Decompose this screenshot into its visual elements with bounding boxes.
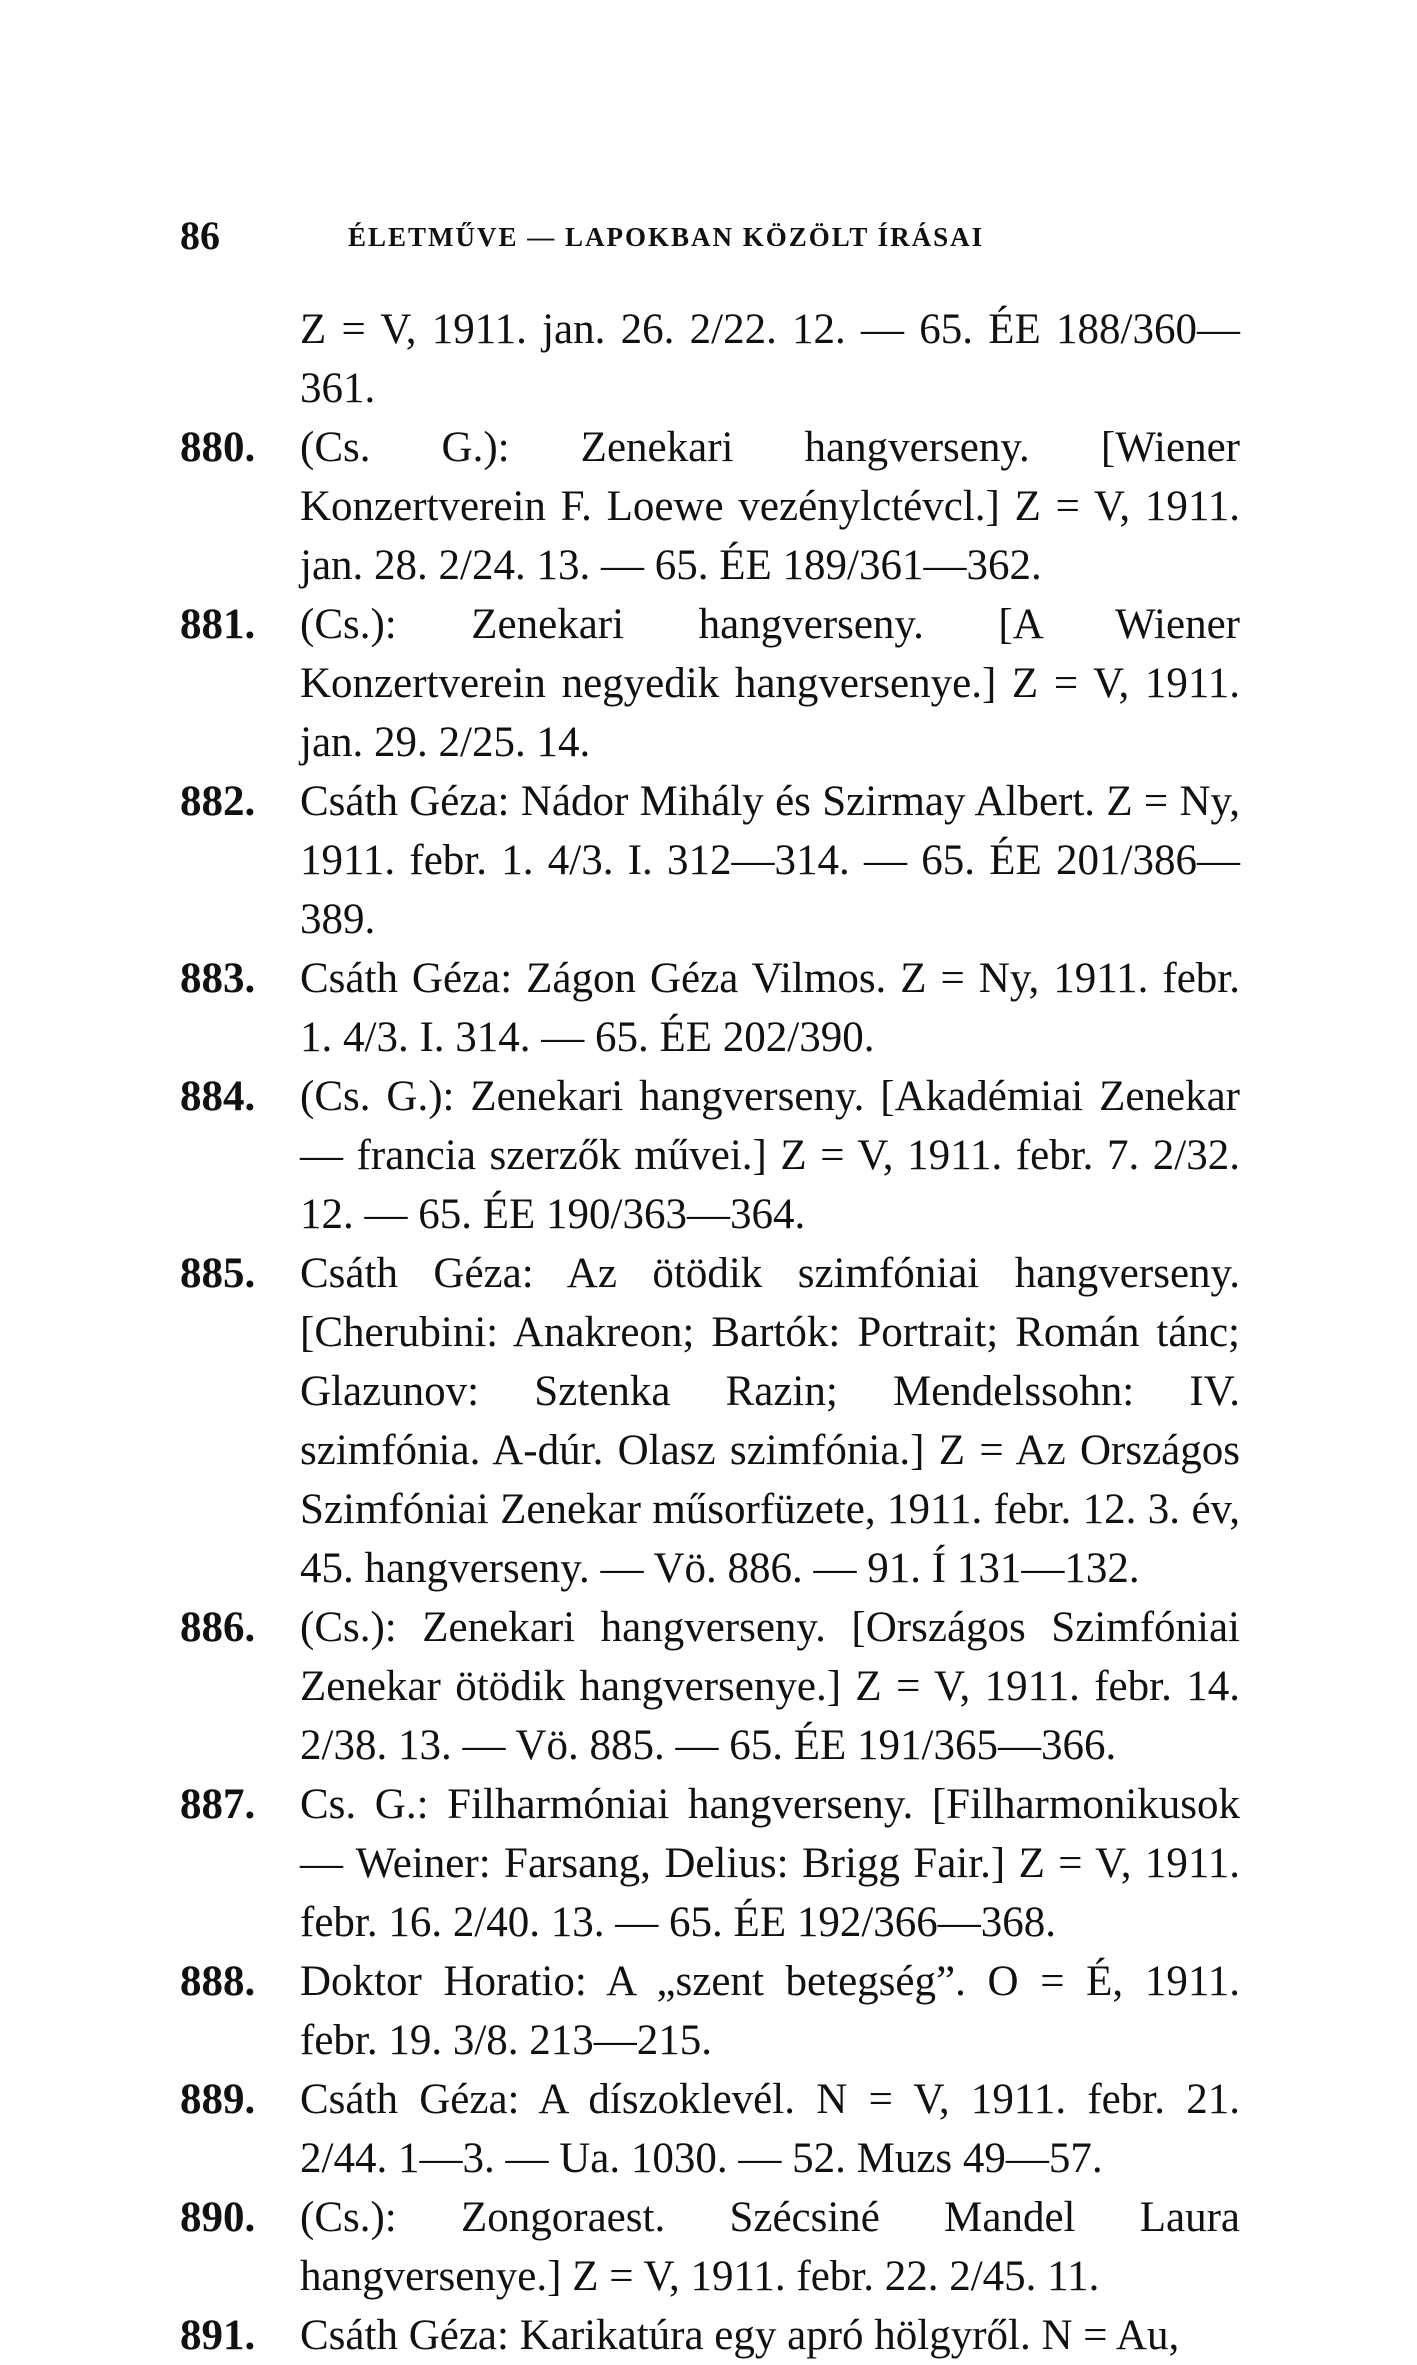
entry-890	[180, 2188, 1240, 2306]
entry-text: (Cs.): Zenekari hangverseny. [A Wiener Konzertverein negyedik hangversenye.] Z = V, 1911. jan. 29. 2/25. 14.	[300, 601, 1240, 766]
entry-881	[180, 595, 1240, 772]
entry-number: 890.	[180, 2194, 256, 2241]
continuation-text: Z = V, 1911. jan. 26. 2/22. 12. — 65. ÉE 188/360—361.	[300, 306, 1240, 412]
entry-text: Doktor Horatio: A „szent betegség”. O = É, 1911. febr. 19. 3/8. 213—215.	[300, 1958, 1240, 2064]
entry-number: 885.	[180, 1250, 256, 1297]
entry-text: (Cs.): Zenekari hangverseny. [Országos Szimfóniai Zenekar ötödik hangversenye.] Z = V, 1911. febr. 14. 2/38. 13. — Vö. 885. — 65. ÉE 191/365—366.	[300, 1604, 1240, 1769]
entry-number: 881.	[180, 601, 256, 648]
entry-text: Csáth Géza: A díszoklevél. N = V, 1911. febr. 21. 2/44. 1—3. — Ua. 1030. — 52. Muzs 49—57.	[300, 2076, 1240, 2182]
entry-text: (Cs.): Zongoraest. Szécsiné Mandel Laura hangversenye.] Z = V, 1911. febr. 22. 2/45. 11.	[300, 2194, 1240, 2300]
entry-text: (Cs. G.): Zenekari hangverseny. [Wiener Konzertverein F. Loewe vezénylctévcl.] Z = V, 1911. jan. 28. 2/24. 13. — 65. ÉE 189/361—362.	[300, 424, 1240, 589]
entry-880	[180, 418, 1240, 595]
entry-882	[180, 772, 1240, 949]
entry-text: Csáth Géza: Karikatúra egy apró hölgyről. N = Au,	[300, 2312, 1180, 2359]
entry-889	[180, 2070, 1240, 2188]
entry-number: 891.	[180, 2312, 256, 2359]
entry-number: 887.	[180, 1781, 256, 1828]
running-head: ÉLETMŰVE — LAPOKBAN KÖZÖLT ÍRÁSAI	[348, 222, 985, 252]
entry-text: Csáth Géza: Az ötödik szimfóniai hangverseny. [Cherubini: Anakreon; Bartók: Portrait; Román tánc; Glazunov: Sztenka Razin; Mendelssohn: IV. szimfónia. A-dúr. Olasz szimfónia.] Z = Az Országos Szimfóniai Zenekar műsorfüzete, 1911. febr. 12. 3. év, 45. hangverseny. — Vö. 886. — 91. Í 131—132.	[300, 1250, 1240, 1592]
entry-884	[180, 1067, 1240, 1244]
entry-887	[180, 1775, 1240, 1952]
entry-number: 888.	[180, 1958, 256, 2005]
entry-888	[180, 1952, 1240, 2070]
entry-text: Csáth Géza: Zágon Géza Vilmos. Z = Ny, 1911. febr. 1. 4/3. I. 314. — 65. ÉE 202/390.	[300, 955, 1240, 1061]
entry-number: 884.	[180, 1073, 256, 1120]
entry-number: 886.	[180, 1604, 256, 1651]
entry-number: 882.	[180, 778, 256, 825]
page-number: 86	[180, 213, 220, 258]
entry-text: Csáth Géza: Nádor Mihály és Szirmay Albert. Z = Ny, 1911. febr. 1. 4/3. I. 312—314. — 65. ÉE 201/386—389.	[300, 778, 1240, 943]
page-body	[180, 300, 1240, 2365]
entry-text: Cs. G.: Filharmóniai hangverseny. [Filharmonikusok — Weiner: Farsang, Delius: Brigg Fair.] Z = V, 1911. febr. 16. 2/40. 13. — 65. ÉE 192/366—368.	[300, 1781, 1240, 1946]
entry-text: (Cs. G.): Zenekari hangverseny. [Akadémiai Zenekar — francia szerzők művei.] Z = V, 1911. febr. 7. 2/32. 12. — 65. ÉE 190/363—364.	[300, 1073, 1240, 1238]
entry-886	[180, 1598, 1240, 1775]
entry-885	[180, 1244, 1240, 1598]
entry-883	[180, 949, 1240, 1067]
entry-number: 880.	[180, 424, 256, 471]
entry-number: 883.	[180, 955, 256, 1002]
entry-891	[180, 2306, 1240, 2365]
entry-number: 889.	[180, 2076, 256, 2123]
